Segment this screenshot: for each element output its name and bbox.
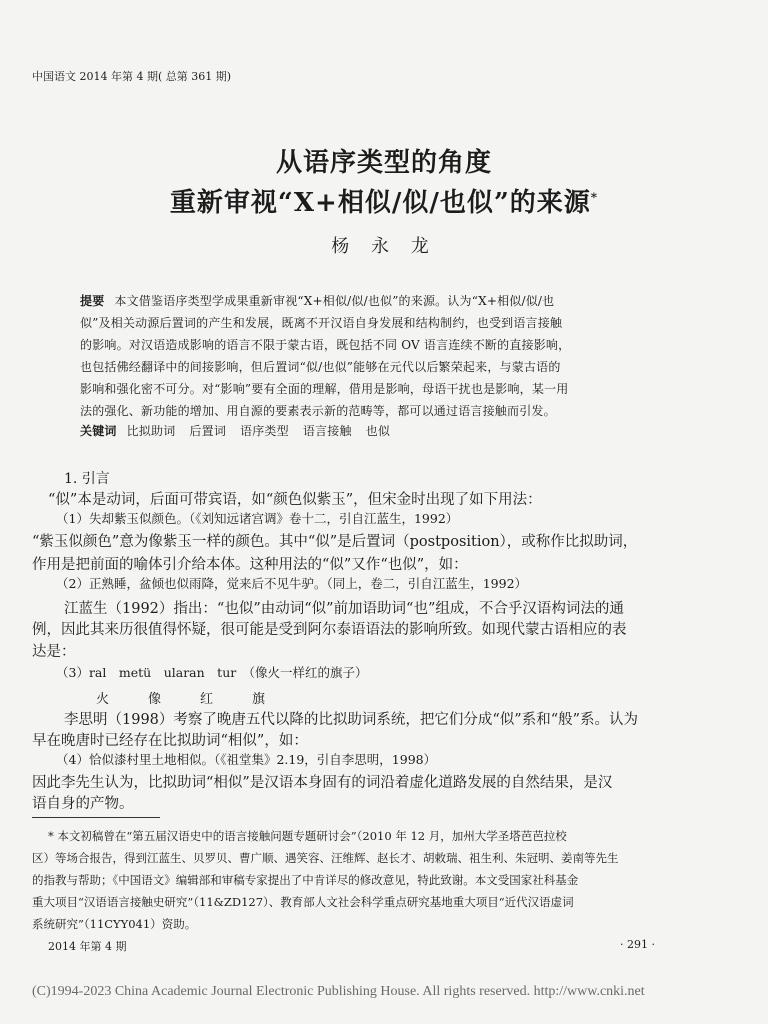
body-paragraph-line: 作用是把前面的喻体引介给本体。这种用法的“似”又作“也似”，如： bbox=[32, 557, 468, 573]
article-title-line-2 bbox=[0, 182, 768, 219]
article-title-line-2-text: 重新审视“X+相似/似/也似”的来源 bbox=[169, 188, 591, 218]
abstract-line: 的影响。对汉语造成影响的语言不限于蒙古语，既包括不同 OV 语言连续不断的直接影响， bbox=[80, 338, 571, 352]
body-paragraph-line: 达是： bbox=[32, 644, 76, 660]
gloss-word: 火 bbox=[96, 692, 110, 707]
abstract-text: 本文借鉴语序类型学成果重新审视“X+相似/似/也似”的来源。认为“X+相似/似/也 bbox=[114, 294, 555, 308]
page-number: · 291 · bbox=[620, 938, 655, 951]
article-title-line-1: 从语序类型的角度 bbox=[275, 148, 492, 178]
keyword: 也似 bbox=[365, 424, 391, 438]
footnote-divider bbox=[32, 817, 160, 818]
abstract-line: 也包括佛经翻译中的间接影响，但后置词“似/也似”能够在元代以后繁荣起来，与蒙古语的 bbox=[80, 360, 561, 374]
footnote-line: 系统研究”（11CYY041）资助。 bbox=[32, 917, 197, 931]
section-heading: 1. 引言 bbox=[64, 471, 110, 487]
keywords-label: 关键词 bbox=[80, 424, 117, 438]
keyword: 语言接触 bbox=[302, 424, 352, 438]
footnote-line: 区）等场合报告，得到江蓝生、贝罗贝、曹广顺、遇笑容、汪维辉、赵长才、胡敕瑞、祖生利、朱冠明、姜南等先生 bbox=[32, 851, 619, 865]
keywords-line bbox=[80, 422, 404, 439]
author-name: 杨 永 龙 bbox=[331, 236, 437, 257]
body-paragraph-line: 语自身的产物。 bbox=[32, 796, 134, 812]
footnote-line: 重大项目“汉语语言接触史研究”（11&ZD127）、教育部人文社会科学重点研究基地重大项目“近代汉语虚词 bbox=[32, 895, 574, 909]
title-footnote-mark: * bbox=[590, 190, 599, 205]
keyword: 语序类型 bbox=[240, 424, 289, 438]
body-paragraph-line: “似”本是动词，后面可带宾语，如“颜色似紫玉”，但宋金时出现了如下用法： bbox=[48, 492, 542, 508]
example-sentence: （2）正熟睡，盆倾也似雨降，觉来后不见牛驴。（同上，卷二，引自江蓝生，1992） bbox=[56, 576, 528, 591]
abstract-label: 提要 bbox=[80, 294, 105, 308]
body-paragraph-line: 因此李先生认为，比拟助词“相似”是汉语本身固有的词沿着虚化道路发展的自然结果，是汉 bbox=[32, 775, 613, 791]
issue-footer: 2014 年第 4 期 bbox=[48, 940, 127, 953]
abstract-line: 法的强化、新功能的增加、用自源的要素表示新的范畴等，都可以通过语言接触而引发。 bbox=[80, 404, 556, 418]
footnote-line: 的指教与帮助；《中国语文》编辑部和审稿专家提出了中肯详尽的修改意见，特此致谢。本文受国家社科基金 bbox=[32, 873, 579, 887]
keyword: 后置词 bbox=[189, 424, 227, 438]
body-paragraph-line: “紫玉似颜色”意为像紫玉一样的颜色。其中“似”是后置词（postposition），或称作比拟助词， bbox=[32, 534, 638, 550]
body-paragraph-line: 李思明（1998）考察了晚唐五代以降的比拟助词系统，把它们分成“似”系和“般”系。认为 bbox=[64, 712, 639, 728]
interlinear-gloss bbox=[96, 688, 304, 707]
abstract-line: 似”及相关动源后置词的产生和发展，既离不开汉语自身发展和结构制约，也受到语言接触 bbox=[80, 316, 563, 330]
journal-header: 中国语文 2014 年第 4 期( 总第 361 期) bbox=[32, 70, 232, 83]
abstract-line bbox=[80, 292, 554, 309]
body-paragraph-line: 例，因此其来历很值得怀疑，很可能是受到阿尔泰语语法的影响所致。如现代蒙古语相应的表 bbox=[32, 622, 627, 638]
example-sentence: （4）恰似漆村里土地相似。（《祖堂集》2.19，引自李思明，1998） bbox=[56, 752, 437, 767]
abstract-line: 影响和强化密不可分。对“影响”要有全面的理解，借用是影响，母语干扰也是影响，某一用 bbox=[80, 382, 569, 396]
copyright-notice: (C)1994-2023 China Academic Journal Electronic Publishing House. All rights reserved. http://www.cnki.net bbox=[32, 984, 645, 999]
body-paragraph-line: 江蓝生（1992）指出：“也似”由动词“似”前加语助词“也”组成，不合乎汉语构词法的通 bbox=[64, 601, 624, 617]
body-paragraph-line: 早在晚唐时已经存在比拟助词“相似”，如： bbox=[32, 733, 308, 749]
gloss-word: 红 bbox=[200, 692, 214, 707]
gloss-word: 旗 bbox=[252, 692, 266, 707]
example-sentence: （1）失却紫玉似颜色。（《刘知远诸宫调》卷十二，引自江蓝生，1992） bbox=[56, 511, 459, 526]
keyword: 比拟助词 bbox=[126, 424, 176, 438]
gloss-word: 像 bbox=[148, 692, 162, 707]
example-sentence: （3）ral metü ularan tur （像火一样红的旗子） bbox=[56, 665, 368, 680]
footnote-line: * 本文初稿曾在“第五届汉语史中的语言接触问题专题研讨会”（2010 年 12 月，加州大学圣塔芭芭拉校 bbox=[48, 829, 567, 843]
